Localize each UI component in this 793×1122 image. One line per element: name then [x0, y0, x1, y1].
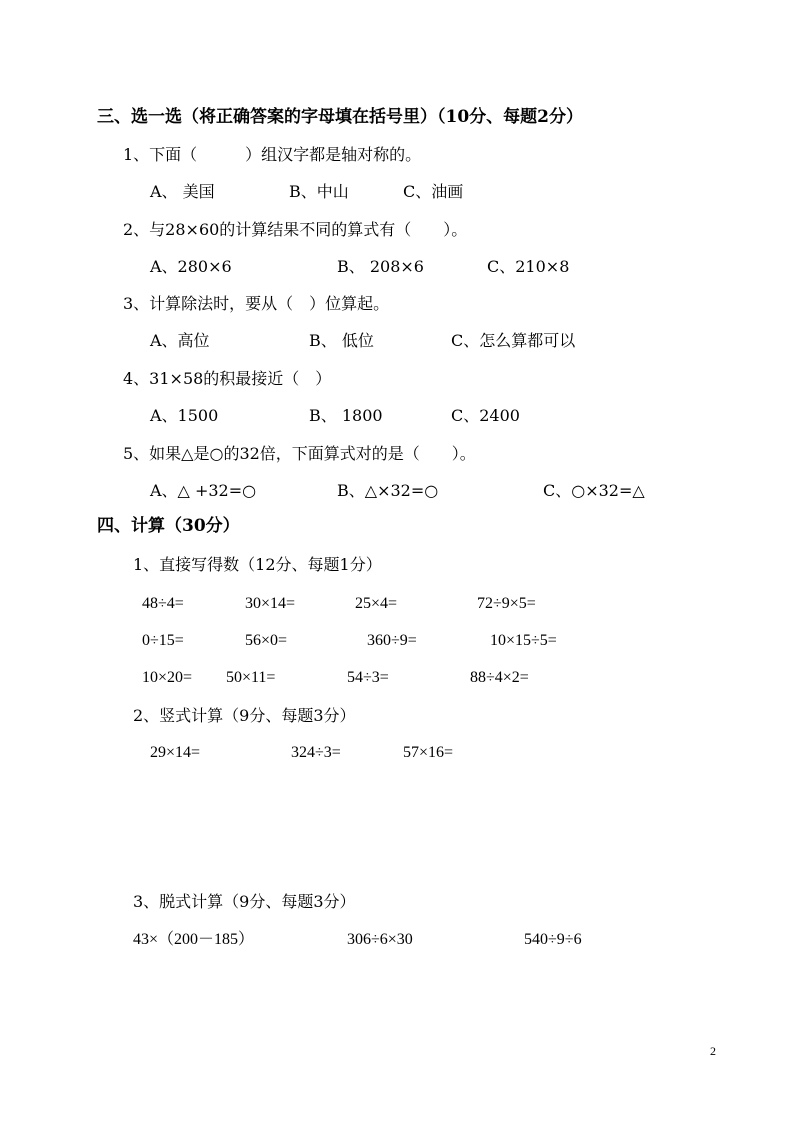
question-2-stem: 2、与28×60的计算结果不同的算式有（ ）。 — [123, 220, 468, 239]
page-number: 2 — [710, 1044, 716, 1058]
question-3-option-a: A、高位 — [150, 331, 210, 350]
part-3-title: 3、脱式计算（9分、每题3分） — [133, 892, 356, 911]
mental-math-item: 50×11= — [226, 669, 276, 686]
question-4-stem: 4、31×58的积最接近（ ） — [123, 369, 332, 388]
step-calc-item: 306÷6×30 — [347, 931, 413, 948]
mental-math-item: 30×14= — [245, 595, 296, 612]
mental-math-item: 48÷4= — [142, 595, 184, 612]
vertical-calc-item: 29×14= — [150, 744, 201, 761]
question-5-option-c: C、○×32=△ — [543, 481, 645, 500]
part-1-title: 1、直接写得数（12分、每题1分） — [133, 555, 382, 574]
question-2-option-b: B、 208×6 — [337, 257, 424, 276]
step-calc-item: 43×（200－185） — [133, 931, 255, 948]
question-1-option-a: A、 美国 — [150, 182, 215, 201]
mental-math-item: 54÷3= — [347, 669, 389, 686]
section-3-title: 三、选一选（将正确答案的字母填在括号里）（10分、每题2分） — [97, 107, 583, 127]
question-5-stem: 5、如果△是○的32倍，下面算式对的是（ ）。 — [123, 444, 476, 463]
step-calc-item: 540÷9÷6 — [524, 931, 582, 948]
question-2-option-a: A、280×6 — [150, 257, 232, 276]
mental-math-item: 72÷9×5= — [477, 595, 536, 612]
vertical-calc-item: 57×16= — [403, 744, 454, 761]
mental-math-item: 10×15÷5= — [490, 632, 557, 649]
question-2-option-c: C、210×8 — [487, 257, 570, 276]
mental-math-item: 88÷4×2= — [470, 669, 529, 686]
question-4-option-b: B、 1800 — [309, 406, 383, 425]
question-3-stem: 3、计算除法时，要从（ ）位算起。 — [123, 294, 390, 313]
question-5-option-a: A、△ +32=○ — [150, 481, 257, 500]
question-1-option-b: B、中山 — [289, 182, 349, 201]
question-3-option-c: C、怎么算都可以 — [451, 331, 576, 350]
mental-math-item: 25×4= — [355, 595, 398, 612]
question-1-option-c: C、油画 — [403, 182, 464, 201]
question-3-option-b: B、 低位 — [309, 331, 374, 350]
question-4-option-a: A、1500 — [150, 406, 219, 425]
mental-math-item: 360÷9= — [367, 632, 417, 649]
vertical-calc-item: 324÷3= — [291, 744, 341, 761]
mental-math-item: 10×20= — [142, 669, 193, 686]
question-1-stem: 1、下面（ ）组汉字都是轴对称的。 — [123, 145, 422, 164]
section-4-title: 四、计算（30分） — [97, 516, 240, 536]
question-5-option-b: B、△×32=○ — [337, 481, 439, 500]
question-4-option-c: C、2400 — [451, 406, 520, 425]
mental-math-item: 56×0= — [245, 632, 288, 649]
part-2-title: 2、竖式计算（9分、每题3分） — [133, 706, 356, 725]
mental-math-item: 0÷15= — [142, 632, 184, 649]
